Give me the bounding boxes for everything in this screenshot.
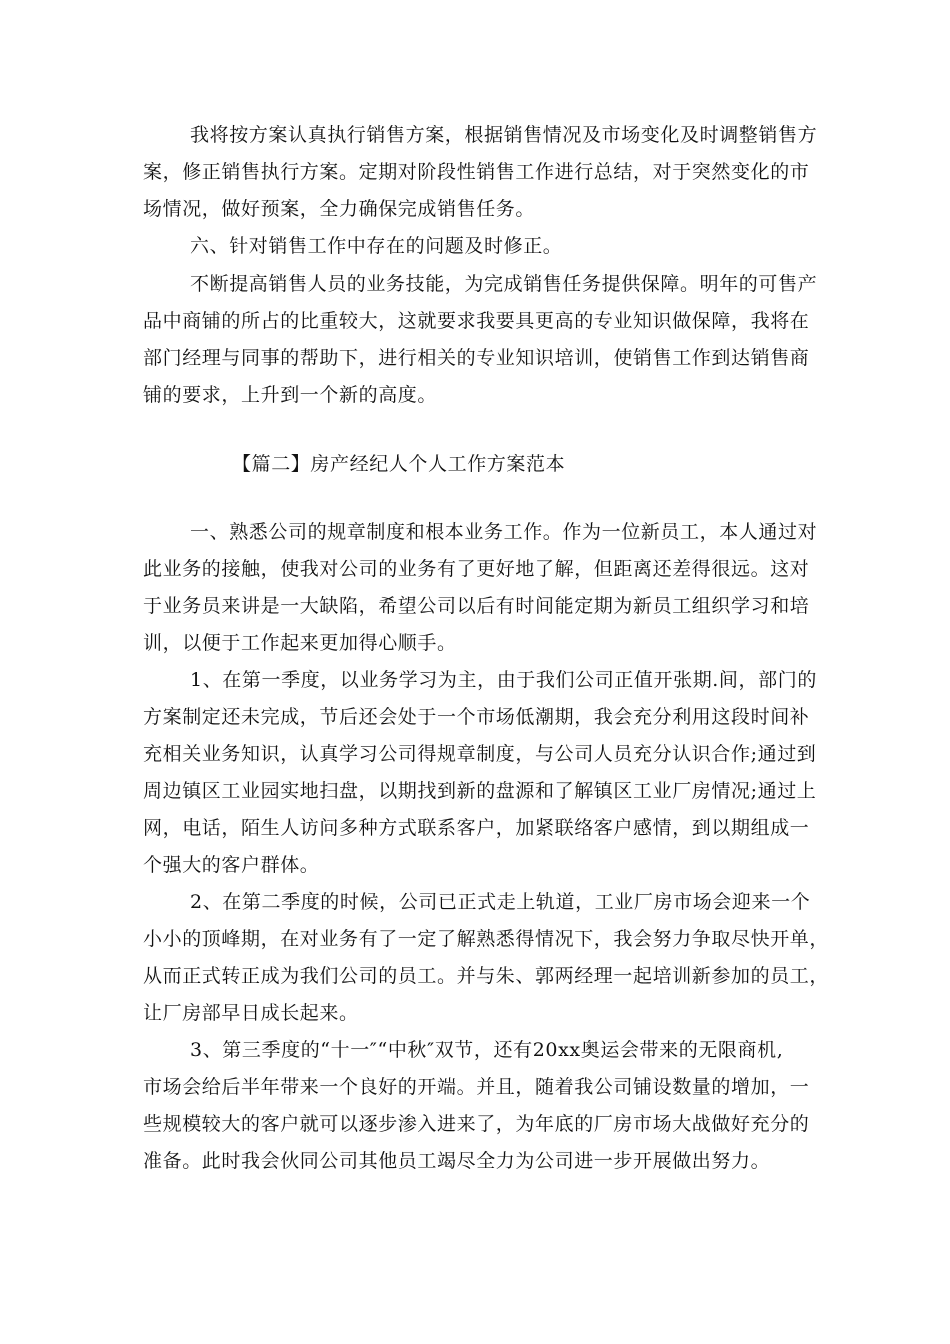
paragraph-line: 个强大的客户群体。 [143, 854, 320, 876]
paragraph-line: 场情况，做好预案，全力确保完成销售任务。 [143, 198, 536, 220]
paragraph-line: 品中商铺的所占的比重较大，这就要求我要具更高的专业知识做保障，我将在 [143, 310, 810, 332]
paragraph-line: 3、第三季度的“十一″“中秋″双节，还有20xx奥运会带来的无限商机, [190, 1039, 784, 1061]
paragraph-line: 从而正式转正成为我们公司的员工。并与朱、郭两经理一起培训新参加的员工， [143, 965, 830, 987]
paragraph-line: 些规模较大的客户就可以逐步渗入进来了，为年底的厂房市场大战做好充分的 [143, 1113, 810, 1135]
paragraph-line: 方案制定还未完成，节后还会处于一个市场低潮期，我会充分利用这段时间补 [143, 706, 810, 728]
paragraph-line: 部门经理与同事的帮助下，进行相关的专业知识培训，使销售工作到达销售商 [143, 347, 810, 369]
paragraph-line: 市场会给后半年带来一个良好的开端。并且，随着我公司铺设数量的增加，一 [143, 1076, 810, 1098]
paragraph-line: 我将按方案认真执行销售方案，根据销售情况及市场变化及时调整销售方 [190, 124, 818, 146]
paragraph-line: 于业务员来讲是一大缺陷，希望公司以后有时间能定期为新员工组织学习和培 [143, 595, 810, 617]
paragraph-line: 周边镇区工业园实地扫盘，以期找到新的盘源和了解镇区工业厂房情况;通过上 [143, 780, 817, 802]
paragraph-line: 小小的顶峰期，在对业务有了一定了解熟悉得情况下，我会努力争取尽快开单， [143, 928, 830, 950]
section-heading: 【篇二】房产经纪人个人工作方案范本 [232, 453, 566, 475]
paragraph-line: 准备。此时我会伙同公司其他员工竭尽全力为公司进一步开展做出努力。 [143, 1150, 771, 1172]
paragraph-line: 2、在第二季度的时候，公司已正式走上轨道，工业厂房市场会迎来一个 [190, 891, 811, 913]
paragraph-line: 案，修正销售执行方案。定期对阶段性销售工作进行总结，对于突然变化的市 [143, 161, 810, 183]
paragraph-line: 一、熟悉公司的规章制度和根本业务工作。作为一位新员工，本人通过对 [190, 521, 818, 543]
paragraph-line: 训，以便于工作起来更加得心顺手。 [143, 632, 457, 654]
paragraph-line: 1、在第一季度，以业务学习为主，由于我们公司正值开张期.间，部门的 [190, 669, 817, 691]
paragraph-line: 此业务的接触，使我对公司的业务有了更好地了解，但距离还差得很远。这对 [143, 558, 810, 580]
paragraph-line: 铺的要求，上升到一个新的高度。 [143, 384, 438, 406]
paragraph-line: 不断提高销售人员的业务技能，为完成销售任务提供保障。明年的可售产 [190, 273, 818, 295]
paragraph-line: 充相关业务知识，认真学习公司得规章制度，与公司人员充分认识合作;通过到 [143, 743, 817, 765]
paragraph-line: 让厂房部早日成长起来。 [143, 1002, 359, 1024]
paragraph-line: 网，电话，陌生人访问多种方式联系客户，加紧联络客户感情，到以期组成一 [143, 817, 810, 839]
section-item-heading: 六、针对销售工作中存在的问题及时修正。 [190, 235, 563, 257]
